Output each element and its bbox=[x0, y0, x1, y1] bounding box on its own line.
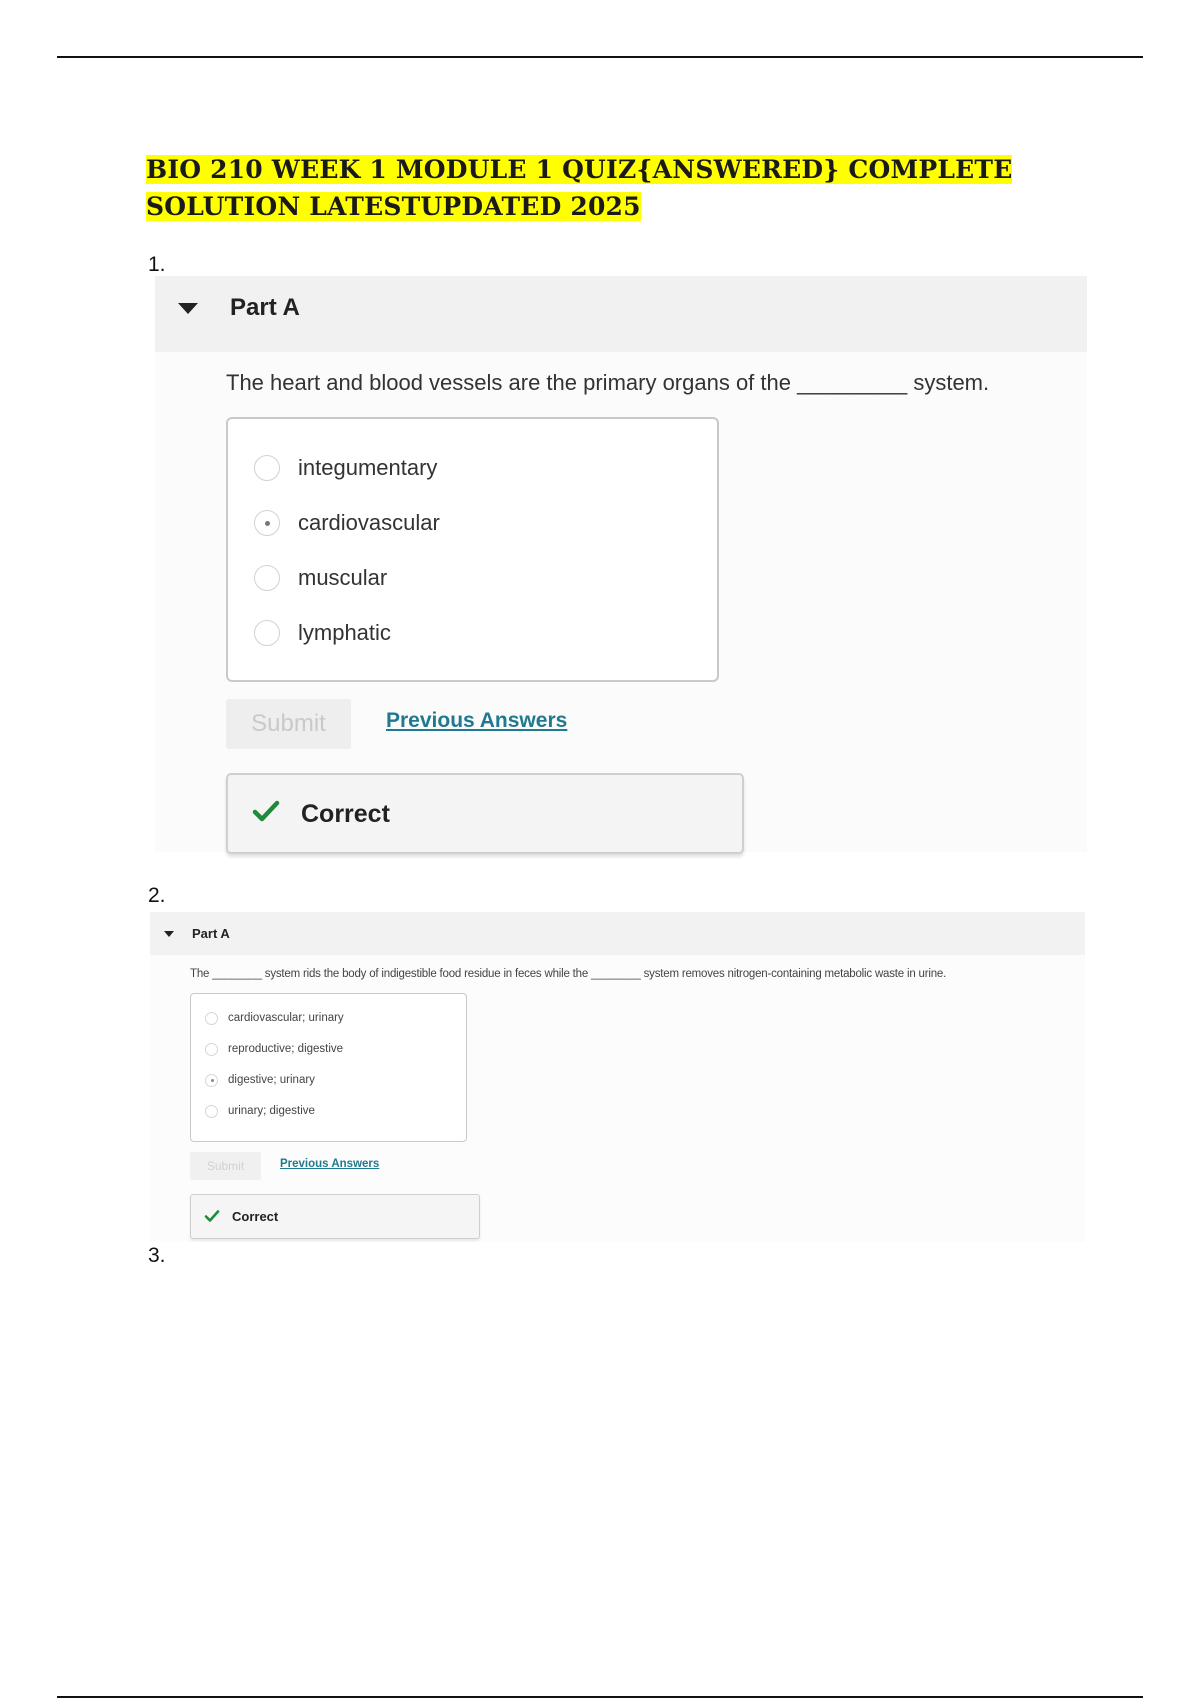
question-number-3: 3. bbox=[148, 1244, 166, 1267]
option-label: digestive; urinary bbox=[228, 1074, 315, 1086]
submit-button[interactable]: Submit bbox=[190, 1152, 261, 1180]
bottom-rule bbox=[57, 1696, 1143, 1698]
option-reproductive-digestive[interactable] bbox=[205, 1041, 343, 1057]
question-1-prompt: The heart and blood vessels are the primary organs of the _________ system. bbox=[226, 370, 990, 395]
submit-button[interactable]: Submit bbox=[226, 699, 351, 749]
option-digestive-urinary[interactable] bbox=[205, 1072, 315, 1088]
previous-answers-link[interactable]: Previous Answers bbox=[280, 1158, 380, 1170]
option-label: muscular bbox=[298, 565, 388, 590]
check-icon bbox=[252, 799, 280, 823]
option-cardiovascular-urinary[interactable] bbox=[205, 1010, 344, 1026]
previous-answers-link[interactable]: Previous Answers bbox=[386, 709, 568, 732]
caret-down-icon[interactable] bbox=[178, 303, 198, 314]
question-2-prompt: The ________ system rids the body of indigestible food residue in feces while the ________ system removes nitrogen-containing metabolic waste in urine. bbox=[190, 968, 947, 980]
question-2-part-header[interactable] bbox=[150, 912, 1085, 955]
question-number-2: 2. bbox=[148, 884, 166, 907]
check-icon bbox=[204, 1209, 220, 1223]
feedback-label: Correct bbox=[232, 1209, 279, 1224]
option-urinary-digestive[interactable] bbox=[205, 1103, 315, 1119]
radio-button[interactable] bbox=[205, 1043, 218, 1056]
option-label: urinary; digestive bbox=[228, 1105, 315, 1117]
question-1-options bbox=[226, 417, 719, 682]
option-lymphatic[interactable] bbox=[254, 618, 391, 648]
option-label: cardiovascular bbox=[298, 510, 440, 535]
question-1-part-title: Part A bbox=[230, 294, 300, 321]
top-rule bbox=[57, 56, 1143, 58]
caret-down-icon[interactable] bbox=[164, 931, 174, 937]
radio-button[interactable] bbox=[254, 455, 280, 481]
radio-button[interactable] bbox=[205, 1012, 218, 1025]
option-cardiovascular[interactable] bbox=[254, 508, 440, 538]
question-2-options bbox=[190, 993, 467, 1142]
radio-button-selected[interactable] bbox=[205, 1074, 218, 1087]
option-label: cardiovascular; urinary bbox=[228, 1012, 344, 1024]
feedback-label: Correct bbox=[301, 800, 390, 828]
radio-button-selected[interactable] bbox=[254, 510, 280, 536]
option-label: integumentary bbox=[298, 455, 438, 480]
option-label: lymphatic bbox=[298, 620, 391, 645]
document-title: BIO 210 WEEK 1 MODULE 1 QUIZ{ANSWERED} COMPLETE SOLUTION LATESTUPDATED 2025 bbox=[146, 155, 1013, 221]
option-muscular[interactable] bbox=[254, 563, 387, 593]
question-number-1: 1. bbox=[148, 253, 166, 276]
radio-button[interactable] bbox=[254, 565, 280, 591]
question-2-part-title: Part A bbox=[192, 926, 230, 941]
radio-button[interactable] bbox=[254, 620, 280, 646]
option-label: reproductive; digestive bbox=[228, 1043, 344, 1055]
radio-button[interactable] bbox=[205, 1105, 218, 1118]
option-integumentary[interactable] bbox=[254, 453, 437, 483]
correct-feedback bbox=[190, 1194, 480, 1239]
correct-feedback bbox=[226, 773, 744, 854]
